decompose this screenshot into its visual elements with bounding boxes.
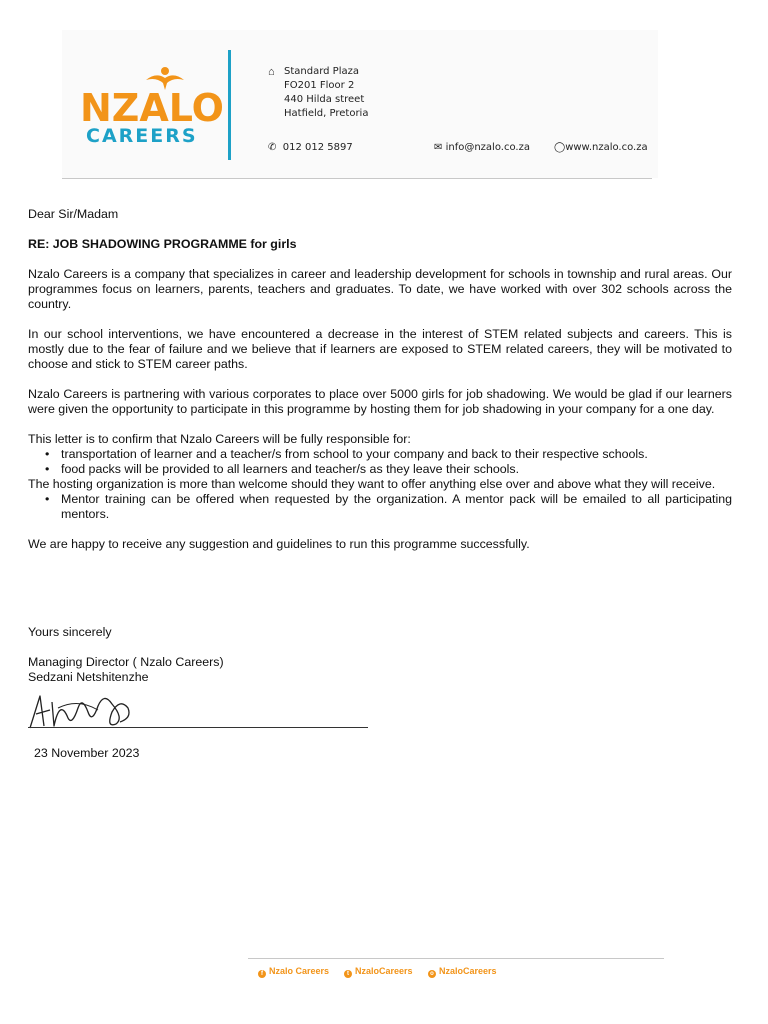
nzalo-careers-logo — [80, 66, 224, 147]
twitter-icon: t — [344, 970, 352, 978]
responsibility-list — [28, 447, 732, 477]
sign-off: Yours sincerely — [28, 625, 112, 639]
footer-rule — [248, 958, 664, 959]
phone-icon: ✆ — [268, 142, 277, 153]
signer-name: Sedzani Netshitenzhe — [28, 670, 149, 684]
facebook-icon: f — [258, 970, 266, 978]
letterhead-rule — [62, 178, 652, 179]
hosting-note: The hosting organization is more than welcome should they want to offer anything else over and above what they will receive. — [28, 477, 716, 491]
home-icon: ⌂ — [268, 66, 275, 78]
website-contact[interactable] — [554, 142, 648, 153]
phone-number: 012 012 5897 — [282, 142, 353, 153]
subject-line: RE: JOB SHADOWING PROGRAMME for girls — [28, 237, 297, 251]
email-contact[interactable] — [434, 142, 530, 153]
globe-icon: ◯ — [554, 142, 566, 153]
paragraph-partnering: Nzalo Careers is partnering with various corporates to place over 5000 girls for job shadowing. We would be glad if our learners were given the opportunity to participate in this programme by hosting them for job shadowing in your company for a one day. — [28, 387, 732, 416]
address-line: Standard Plaza — [284, 66, 359, 77]
email-icon: ✉ — [434, 142, 443, 153]
letter-body — [28, 207, 732, 552]
instagram-handle[interactable]: NzaloCareers — [439, 966, 497, 976]
website-url[interactable]: www.nzalo.co.za — [565, 142, 648, 153]
signature-block — [28, 625, 224, 685]
letter-date: 23 November 2023 — [34, 746, 140, 760]
handwritten-signature — [28, 688, 368, 732]
paragraph-stem: In our school interventions, we have encountered a decrease in the interest of STEM related subjects and careers. This is mostly due to the fear of failure and we believe that if learners are exposed to STEM related careers, they will be motivated to choose and stick to STEM career paths. — [28, 327, 732, 371]
paragraph-intro: Nzalo Careers is a company that specializes in career and leadership development for schools in township and rural areas. Our programmes focus on learners, parents, teachers and graduates. To date, we have worked with over 302 schools across the country. — [28, 267, 732, 311]
instagram-link[interactable] — [428, 966, 497, 978]
letterhead-divider — [228, 50, 231, 160]
list-item: • food packs will be provided to all learners and teacher/s as they leave their schools. — [61, 462, 732, 477]
logo-careers-text: CAREERS — [86, 125, 198, 147]
list-item: • Mentor training can be offered when requested by the organization. A mentor pack will be emailed to all participating mentors. — [61, 492, 732, 522]
twitter-handle[interactable]: NzaloCareers — [355, 966, 413, 976]
email-address[interactable]: info@nzalo.co.za — [445, 142, 530, 153]
logo-nzalo-text: NZALO — [80, 86, 224, 130]
address-line: 440 Hilda street — [284, 94, 365, 105]
facebook-link[interactable] — [258, 966, 329, 978]
facebook-handle[interactable]: Nzalo Careers — [269, 966, 330, 976]
list-item: • transportation of learner and a teacher/s from school to your company and back to their respective schools. — [61, 447, 732, 462]
signer-title: Managing Director ( Nzalo Careers) — [28, 655, 224, 669]
closing-paragraph: We are happy to receive any suggestion and guidelines to run this programme successfully. — [28, 537, 530, 551]
letterhead — [62, 30, 658, 178]
company-address — [284, 65, 368, 121]
twitter-link[interactable] — [344, 966, 413, 978]
salutation: Dear Sir/Madam — [28, 207, 119, 221]
signature-line — [28, 727, 368, 728]
phone-contact — [268, 142, 353, 153]
mentor-list — [28, 492, 732, 522]
address-line: FO201 Floor 2 — [284, 80, 355, 91]
paragraph-responsibility: This letter is to confirm that Nzalo Careers will be fully responsible for: — [28, 432, 411, 446]
instagram-icon: o — [428, 970, 436, 978]
address-line: Hatfield, Pretoria — [284, 108, 369, 119]
